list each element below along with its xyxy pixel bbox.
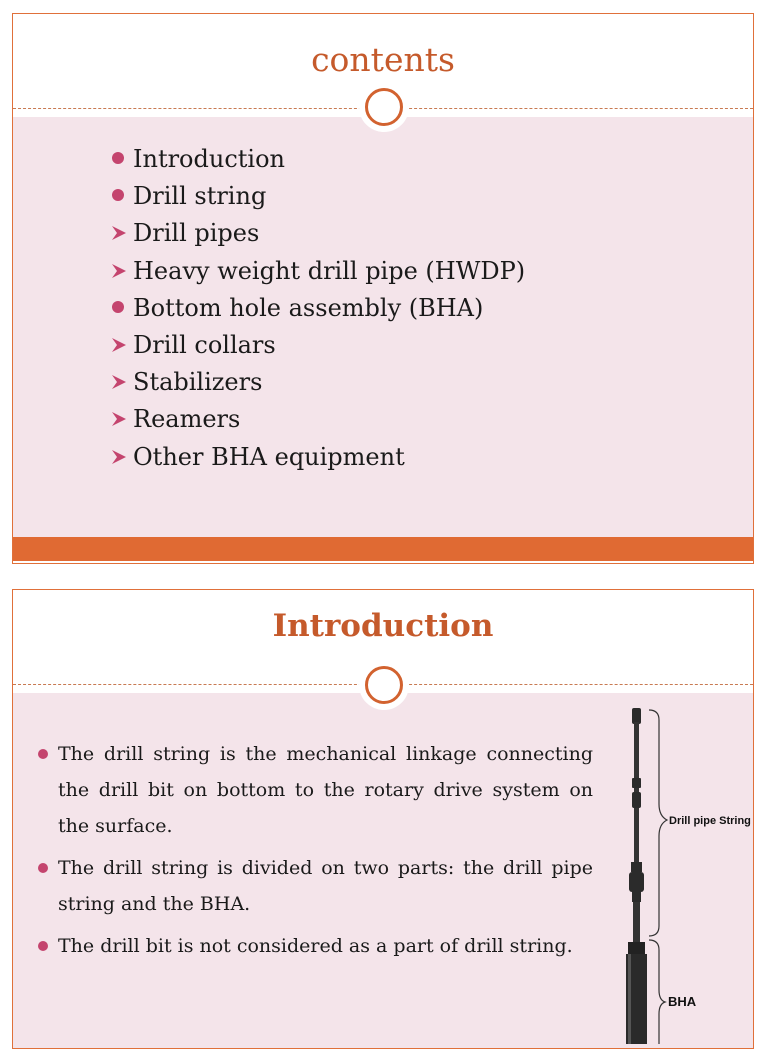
- ring-ornament: [359, 660, 409, 710]
- list-item: [37, 850, 593, 922]
- ring-ornament: [359, 82, 409, 132]
- circle-icon: [365, 666, 403, 704]
- item-label: Drill pipes: [133, 219, 260, 248]
- item-label: Drill collars: [133, 330, 276, 359]
- item-label: Other BHA equipment: [133, 442, 405, 471]
- item-label: Heavy weight drill pipe (HWDP): [133, 256, 526, 285]
- list-item: [109, 178, 525, 215]
- introduction-slide: [12, 589, 754, 1049]
- bullet-text: The drill bit is not considered as a part of drill string.: [58, 935, 573, 957]
- contents-slide: [12, 13, 754, 564]
- list-item: [109, 290, 525, 327]
- bha-label: BHA: [668, 994, 697, 1009]
- arrow-bullet-icon: [109, 215, 129, 252]
- arrow-bullet-icon: [109, 364, 129, 401]
- list-item: [109, 401, 525, 438]
- bullet-dot-icon: [38, 941, 48, 951]
- contents-list: [109, 141, 525, 476]
- item-label: Reamers: [133, 405, 241, 434]
- list-item: [109, 439, 525, 476]
- accent-bar: [13, 537, 753, 561]
- drill-string-diagram: [613, 704, 754, 1044]
- list-item: [37, 928, 593, 964]
- pipe-string-label: Drill pipe String: [669, 815, 751, 827]
- arrow-bullet-icon: [109, 401, 129, 438]
- arrow-bullet-icon: [109, 253, 129, 290]
- bullet-dot-icon: [109, 178, 129, 215]
- bullet-dot-icon: [109, 141, 129, 178]
- arrow-bullet-icon: [109, 327, 129, 364]
- slide-title: Introduction: [272, 608, 494, 644]
- list-item: [37, 736, 593, 844]
- list-item: [109, 327, 525, 364]
- list-item: [109, 215, 525, 252]
- circle-icon: [365, 88, 403, 126]
- item-label: Drill string: [133, 182, 267, 211]
- arrow-bullet-icon: [109, 439, 129, 476]
- bullet-dot-icon: [109, 290, 129, 327]
- slide-title: contents: [311, 40, 455, 79]
- item-label: Stabilizers: [133, 368, 263, 397]
- list-item: [109, 141, 525, 178]
- bullet-text: The drill string is the mechanical linkage connecting the drill bit on bottom to the rotary drive system on the surface.: [58, 743, 593, 837]
- intro-list: [37, 736, 593, 970]
- bullet-dot-icon: [38, 749, 48, 759]
- bullet-dot-icon: [38, 863, 48, 873]
- list-item: [109, 253, 525, 290]
- bullet-text: The drill string is divided on two parts: the drill pipe string and the BHA.: [58, 857, 593, 915]
- item-label: Introduction: [133, 145, 285, 173]
- list-item: [109, 364, 525, 401]
- item-label: Bottom hole assembly (BHA): [133, 293, 484, 322]
